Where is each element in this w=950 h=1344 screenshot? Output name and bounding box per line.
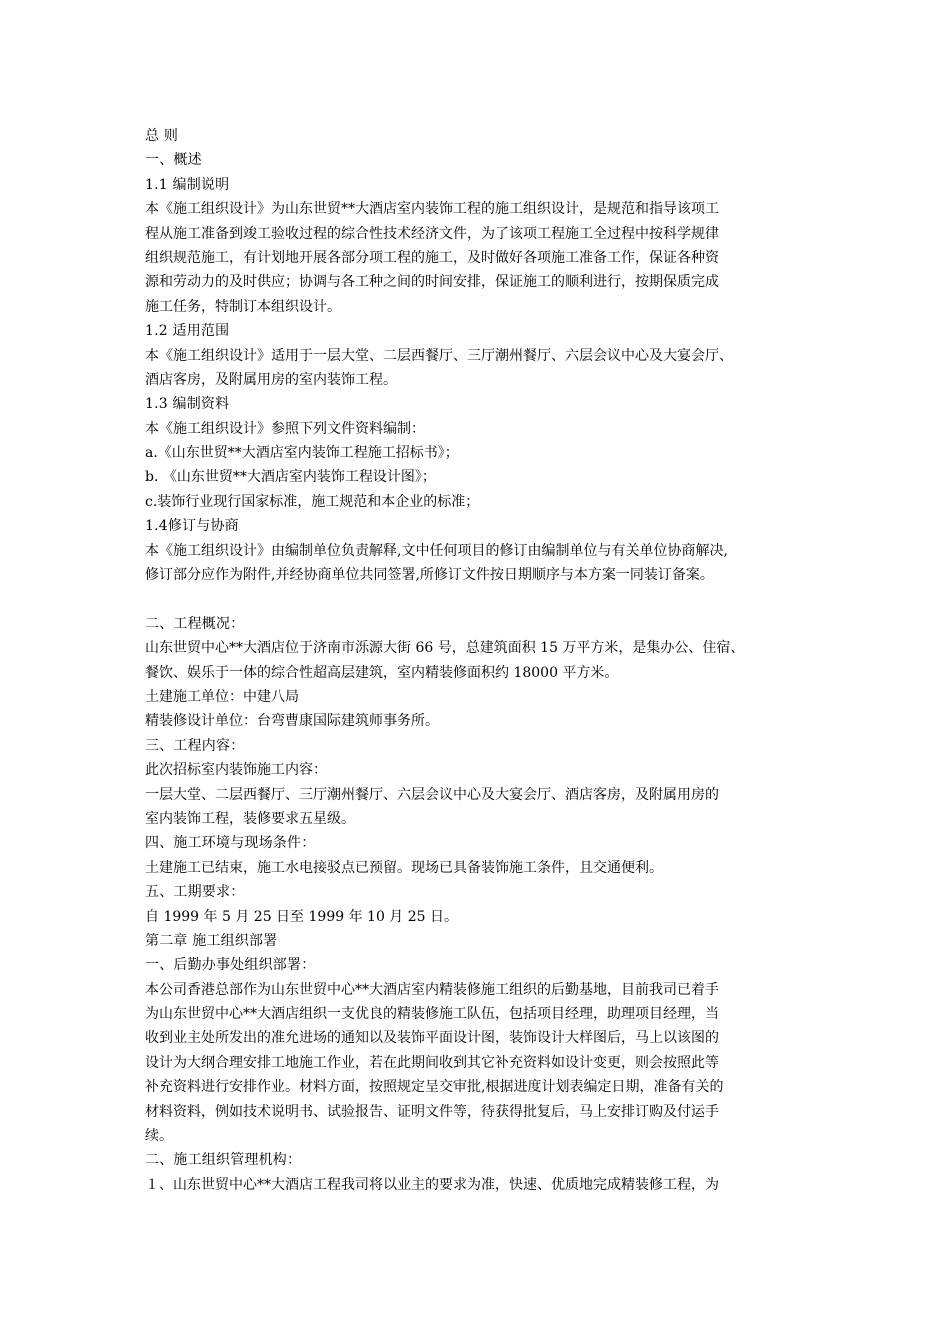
paragraph-line: 组织规范施工，有计划地开展各部分项工程的施工，及时做好各项施工准备工作，保证各种资	[145, 249, 719, 266]
list-item: a.《山东世贸**大酒店室内装饰工程施工招标书》；	[145, 445, 459, 462]
paragraph-line: 餐饮、娱乐于一体的综合性超高层建筑，室内精装修面积约 18000 平方米。	[145, 664, 619, 681]
subsection-heading-1-1: 1.1 编制说明	[145, 176, 230, 193]
subsection-heading-1-2: 1.2 适用范围	[145, 323, 230, 340]
paragraph-line: 源和劳动力的及时供应；协调与各工种之间的时间安排，保证施工的顺利进行，按期保质完成	[145, 274, 719, 291]
document-page	[145, 124, 825, 1197]
list-item: b. 《山东世贸**大酒店室内装饰工程设计图》；	[145, 469, 436, 486]
section-heading-site-conditions: 四、施工环境与现场条件：	[145, 835, 316, 852]
paragraph-line: 土建施工单位：中建八局	[145, 688, 299, 705]
document-title: 总 则	[145, 128, 179, 144]
paragraph-line: 精装修设计单位：台弯曹康国际建筑师事务所。	[145, 713, 439, 730]
paragraph-line: 山东世贸中心**大酒店位于济南市泺源大街 66 号，总建筑面积 15 万平方米，是集办公、住宿、	[145, 640, 745, 657]
section-heading-schedule: 五、工期要求：	[145, 884, 245, 901]
paragraph-line: 修订部分应作为附件,并经协商单位共同签署,所修订文件按日期顺序与本方案一同装订备案。	[145, 567, 714, 584]
list-item: c.装饰行业现行国家标准，施工规范和本企业的标准；	[145, 493, 480, 510]
paragraph-line: 本《施工组织设计》为山东世贸**大酒店室内装饰工程的施工组织设计，是规范和指导该项工	[145, 201, 719, 218]
paragraph-line: 一层大堂、二层西餐厅、三厅潮州餐厅、六层会议中心及大宴会厅、酒店客房，及附属用房的	[145, 786, 719, 803]
paragraph-line: 程从施工准备到竣工验收过程的综合性技术经济文件，为了该项工程施工全过程中按科学规律	[145, 225, 719, 242]
paragraph-line: １、山东世贸中心**大酒店工程我司将以业主的要求为准，快速、优质地完成精装修工程，为	[145, 1176, 719, 1193]
section-heading-project-content: 三、工程内容：	[145, 737, 245, 754]
paragraph-line: 酒店客房，及附属用房的室内装饰工程。	[145, 371, 397, 388]
section-heading-project-overview: 二、工程概况：	[145, 615, 245, 632]
paragraph-line: 室内装饰工程，装修要求五星级。	[145, 810, 355, 827]
paragraph-line: 设计为大纲合理安排工地施工作业，若在此期间收到其它补充资料如设计变更，则会按照此等	[145, 1054, 719, 1071]
blank-line	[145, 587, 825, 611]
paragraph-line: 本公司香港总部作为山东世贸中心**大酒店室内精装修施工组织的后勤基地，目前我司已着手	[145, 981, 719, 998]
chapter-heading-2: 第二章 施工组织部署	[145, 932, 278, 949]
paragraph-line: 自 1999 年 5 月 25 日至 1999 年 10 月 25 日。	[145, 908, 459, 925]
paragraph-line: 材料资料，例如技术说明书、试验报告、证明文件等，待获得批复后，马上安排订购及付运手	[145, 1103, 719, 1120]
section-heading-logistics: 一、后勤办事处组织部署：	[145, 957, 316, 974]
paragraph-line: 本《施工组织设计》由编制单位负责解释,文中任何项目的修订由编制单位与有关单位协商解决,	[145, 542, 728, 559]
paragraph-line: 此次招标室内装饰施工内容：	[145, 762, 327, 779]
paragraph-line: 补充资料进行安排作业。材料方面，按照规定呈交审批,根据进度计划表编定日期，准备有关的	[145, 1079, 724, 1096]
section-heading-management: 二、施工组织管理机构：	[145, 1152, 302, 1169]
subsection-heading-1-4: 1.4修订与协商	[145, 518, 239, 535]
paragraph-line: 续。	[145, 1128, 173, 1145]
paragraph-line: 为山东世贸中心**大酒店组织一支优良的精装修施工队伍，包括项目经理，助理项目经理，当	[145, 1006, 719, 1023]
section-heading-overview: 一、概述	[145, 152, 202, 169]
paragraph-line: 本《施工组织设计》参照下列文件资料编制：	[145, 420, 425, 437]
paragraph-line: 收到业主处所发出的准允进场的通知以及装饰平面设计图，装饰设计大样图后，马上以该图的	[145, 1030, 719, 1047]
subsection-heading-1-3: 1.3 编制资料	[145, 396, 230, 413]
paragraph-line: 本《施工组织设计》适用于一层大堂、二层西餐厅、三厅潮州餐厅、六层会议中心及大宴会厅、	[145, 347, 733, 364]
paragraph-line: 施工任务，特制订本组织设计。	[145, 298, 341, 315]
paragraph-line: 土建施工已结束，施工水电接驳点已预留。现场已具备装饰施工条件，且交通便利。	[145, 859, 663, 876]
